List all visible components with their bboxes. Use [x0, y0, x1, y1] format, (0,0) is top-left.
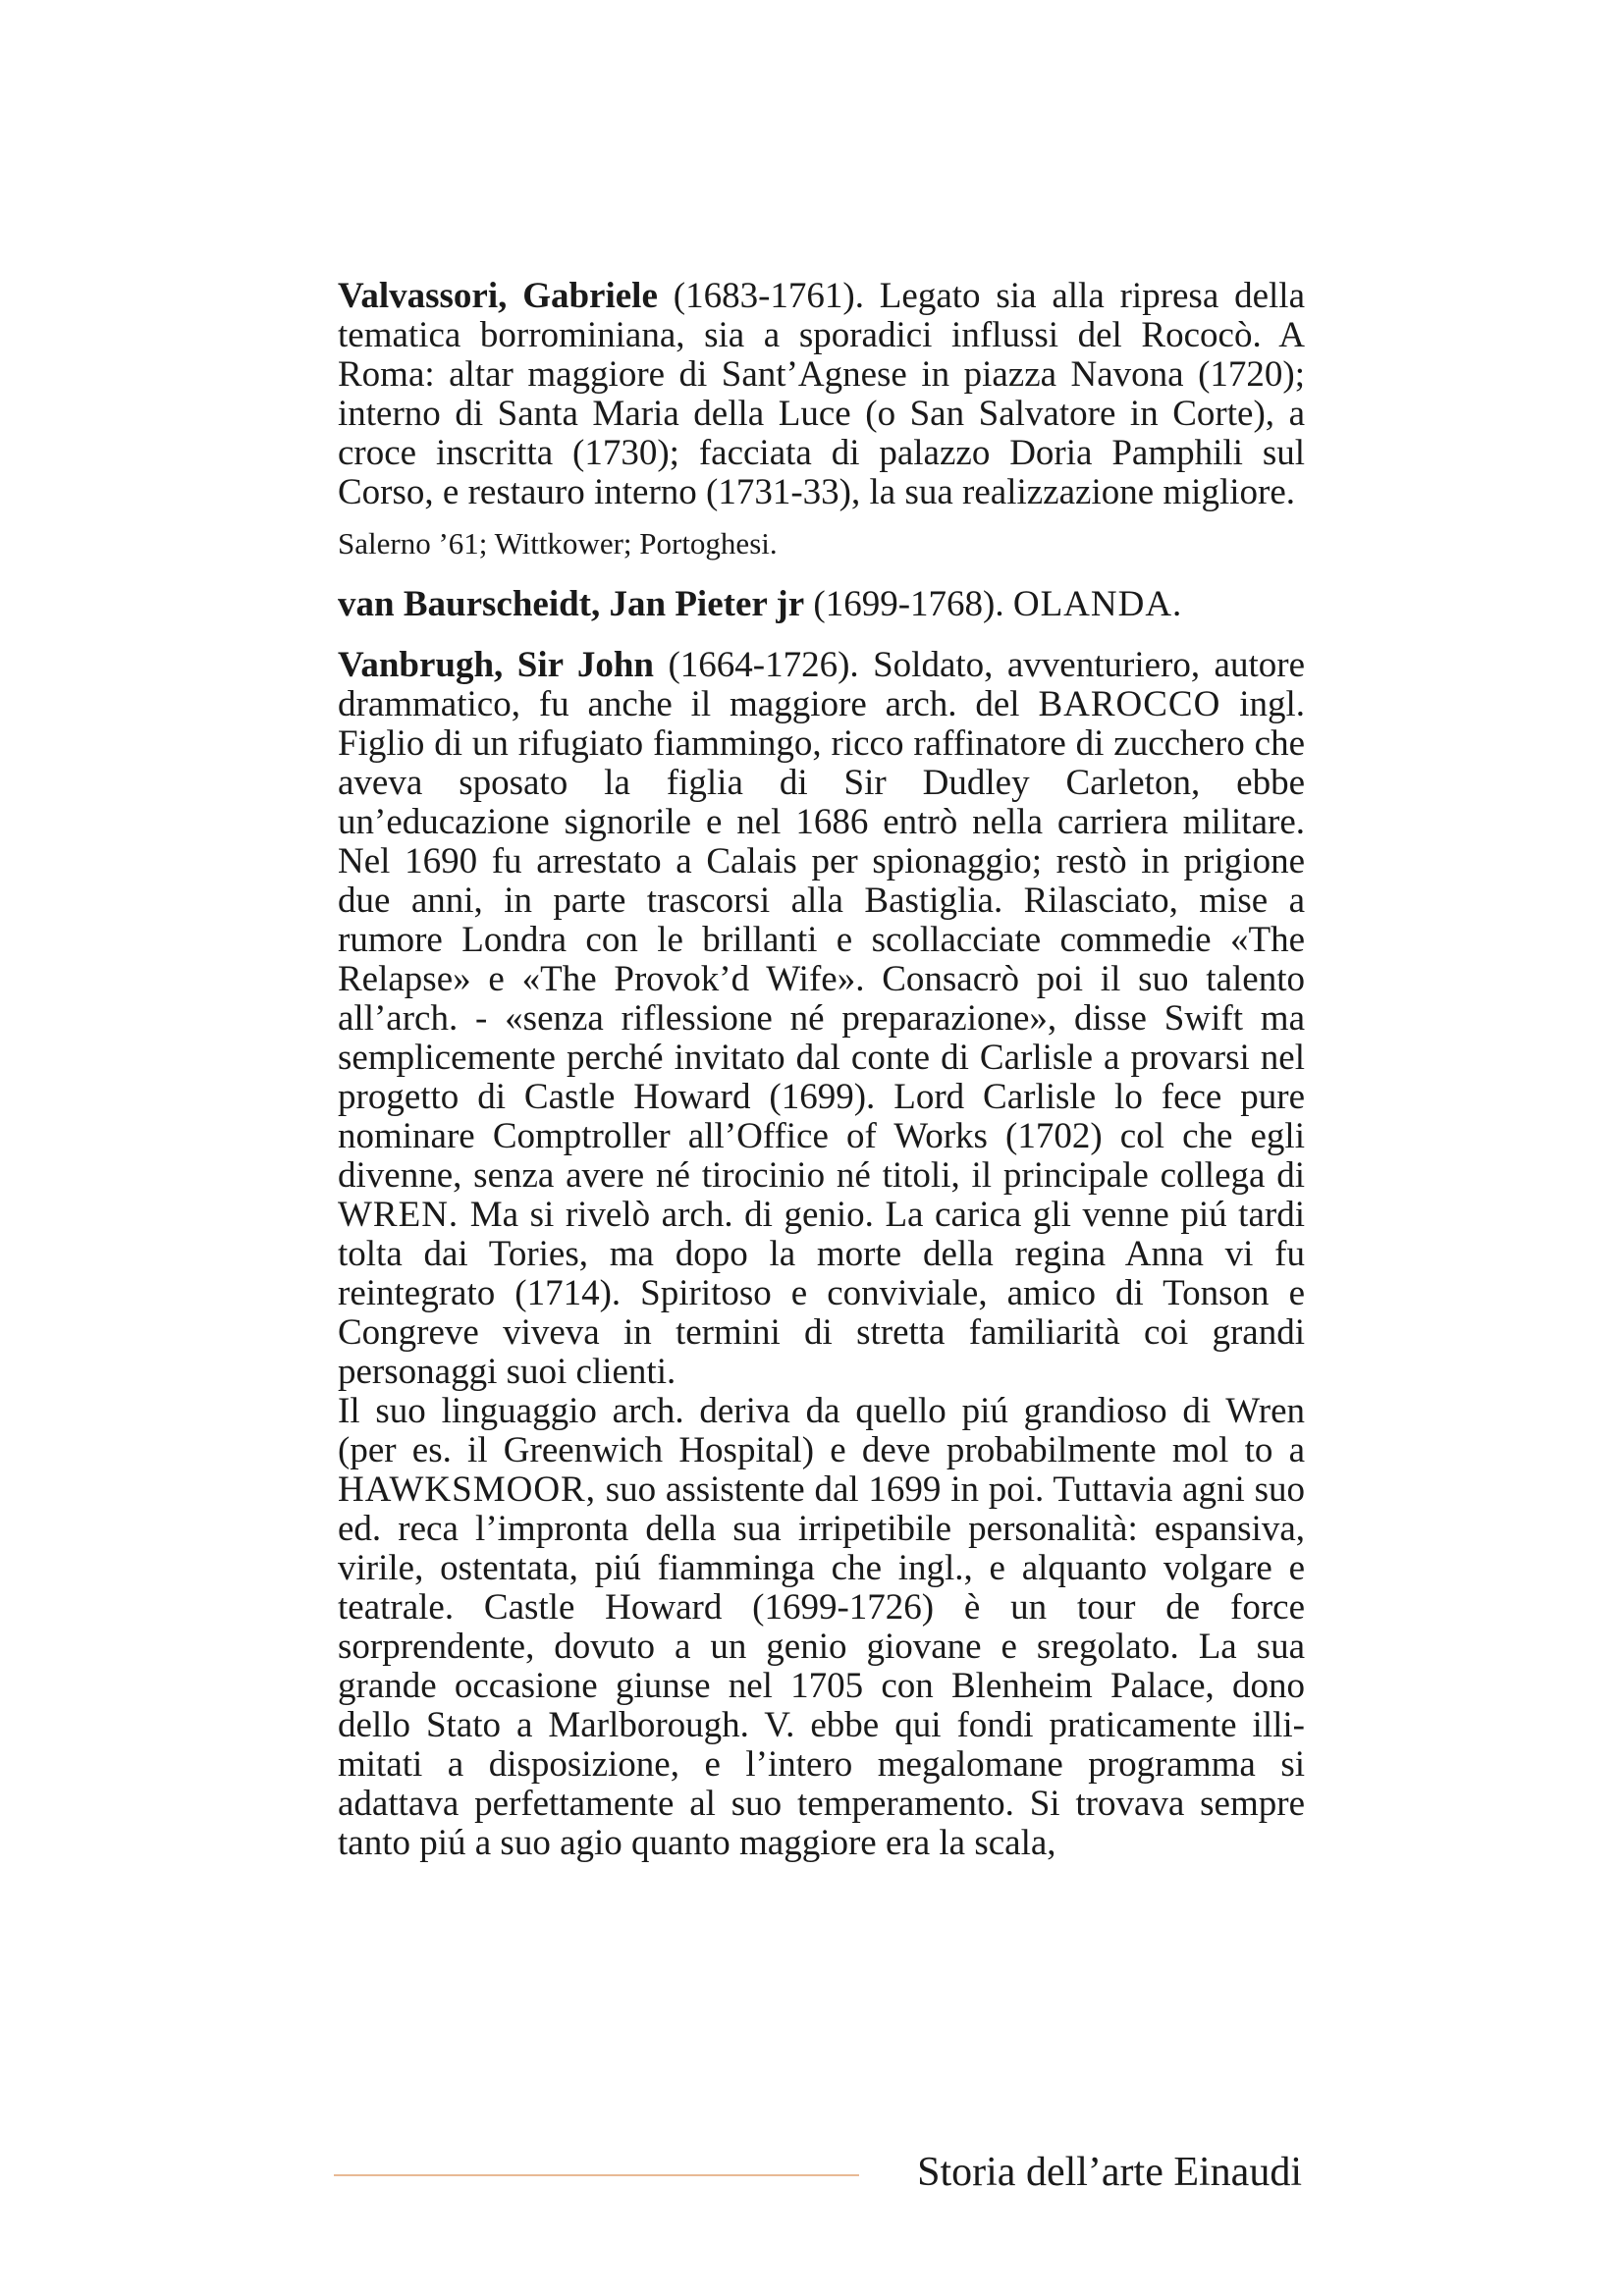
entry-headword: van Baurscheidt, Jan Pieter jr	[338, 584, 805, 624]
page-content	[338, 277, 1305, 1885]
entry-body: (1664-1726). Soldato, avventuriero, autore drammatico, fu anche il maggiore arch. del	[338, 645, 1305, 724]
entry-text	[338, 277, 1305, 512]
entry-body: Il suo linguaggio arch. deriva da quello piú grandioso di Wren (per es. il Greenwich Hospital) e deve probabilmente mol to a	[338, 1391, 1305, 1470]
entry-headword: Vanbrugh, Sir John	[338, 645, 654, 685]
entry-body: suo assistente dal 1699 in poi. Tuttavia agni suo ed. reca l’impronta della sua irripetibile personalità: espansiva, virile, ostentata, piú fiamminga che ingl., e alquanto volgare e teatrale. Castle Howard (1699-1726) è un tour de force sorprendente, dovuto a un genio giovane e sregolato. La sua grande occasione giunse nel 1705 con Blenheim Palace, dono dello Stato a Marlborough. V. ebbe qui fondi praticamente illimitati a disposizione, e l’intero megalomane programma si adattava perfettamente al suo temperamento. Si trovava sempre tanto piú a suo agio quanto maggiore era la scala,	[338, 1469, 1305, 1863]
page-footer	[334, 2143, 1306, 2202]
entry-text	[338, 646, 1305, 1392]
entry-headword: Valvassori, Gabriele	[338, 276, 658, 316]
entry-bibliography: Salerno ’61; Wittkower; Portoghesi.	[338, 526, 778, 561]
entry-body: Ma si rivelò arch. di genio. La carica gli venne piú tardi tolta dai Tories, ma dopo la morte della regina Anna vi fu reintegrato (1714). Spiritoso e conviviale, amico di Tonson e Congreve viveva in termini di stretta familiarità coi grandi personaggi suoi clienti.	[338, 1195, 1305, 1392]
footer-title: Storia dell’arte Einaudi	[917, 2150, 1302, 2195]
footer-divider	[334, 2174, 859, 2176]
entry-vanbrugh	[338, 646, 1305, 1863]
entry-body: (1699-1768).	[813, 584, 1004, 624]
cross-reference: WREN.	[338, 1195, 460, 1235]
cross-reference: OLANDA.	[1012, 584, 1183, 624]
entry-text	[338, 585, 1305, 624]
cross-reference: HAWKSMOOR,	[338, 1469, 596, 1510]
cross-reference: BAROCCO	[1038, 684, 1221, 724]
entry-body: (1683-1761). Legato sia alla ripresa della tematica borrominiana, sia a sporadici influssi del Rococò. A Roma: altar maggiore di Sant’Agnese in piazza Navona (1720); interno di Santa Maria della Luce (o San Salvatore in Corte), a croce inscritta (1730); facciata di palazzo Doria Pamphili sul Corso, e restauro interno (1731-33), la sua realizzazione migliore.	[338, 276, 1306, 512]
entry-body: ingl. Figlio di un rifugiato fiammingo, ricco raffinatore di zucchero che aveva sposato la figlia di Sir Dudley Carleton, ebbe un’educazione signorile e nel 1686 entrò nella carriera militare. Nel 1690 fu arrestato a Calais per spionaggio; restò in prigione due anni, in parte trascorsi alla Bastiglia. Rilasciato, mise a rumore Londra con le brillanti e scollacciate commedie «The Relapse» e «The Provok’d Wife». Consacrò poi il suo talento all’arch. - «senza riflessione né preparazione», disse Swift ma semplicemente perché invitato dal conte di Carlisle a provarsi nel progetto di Castle Howard (1699). Lord Carlisle lo fece pure nominare Comptroller all’Office of Works (1702) col che egli divenne, senza avere né tirocinio né titoli, il principale collega di	[338, 684, 1306, 1196]
entry-paragraph	[338, 1392, 1305, 1863]
entry-van-baurscheidt	[338, 585, 1305, 624]
entry-valvassori	[338, 277, 1305, 563]
